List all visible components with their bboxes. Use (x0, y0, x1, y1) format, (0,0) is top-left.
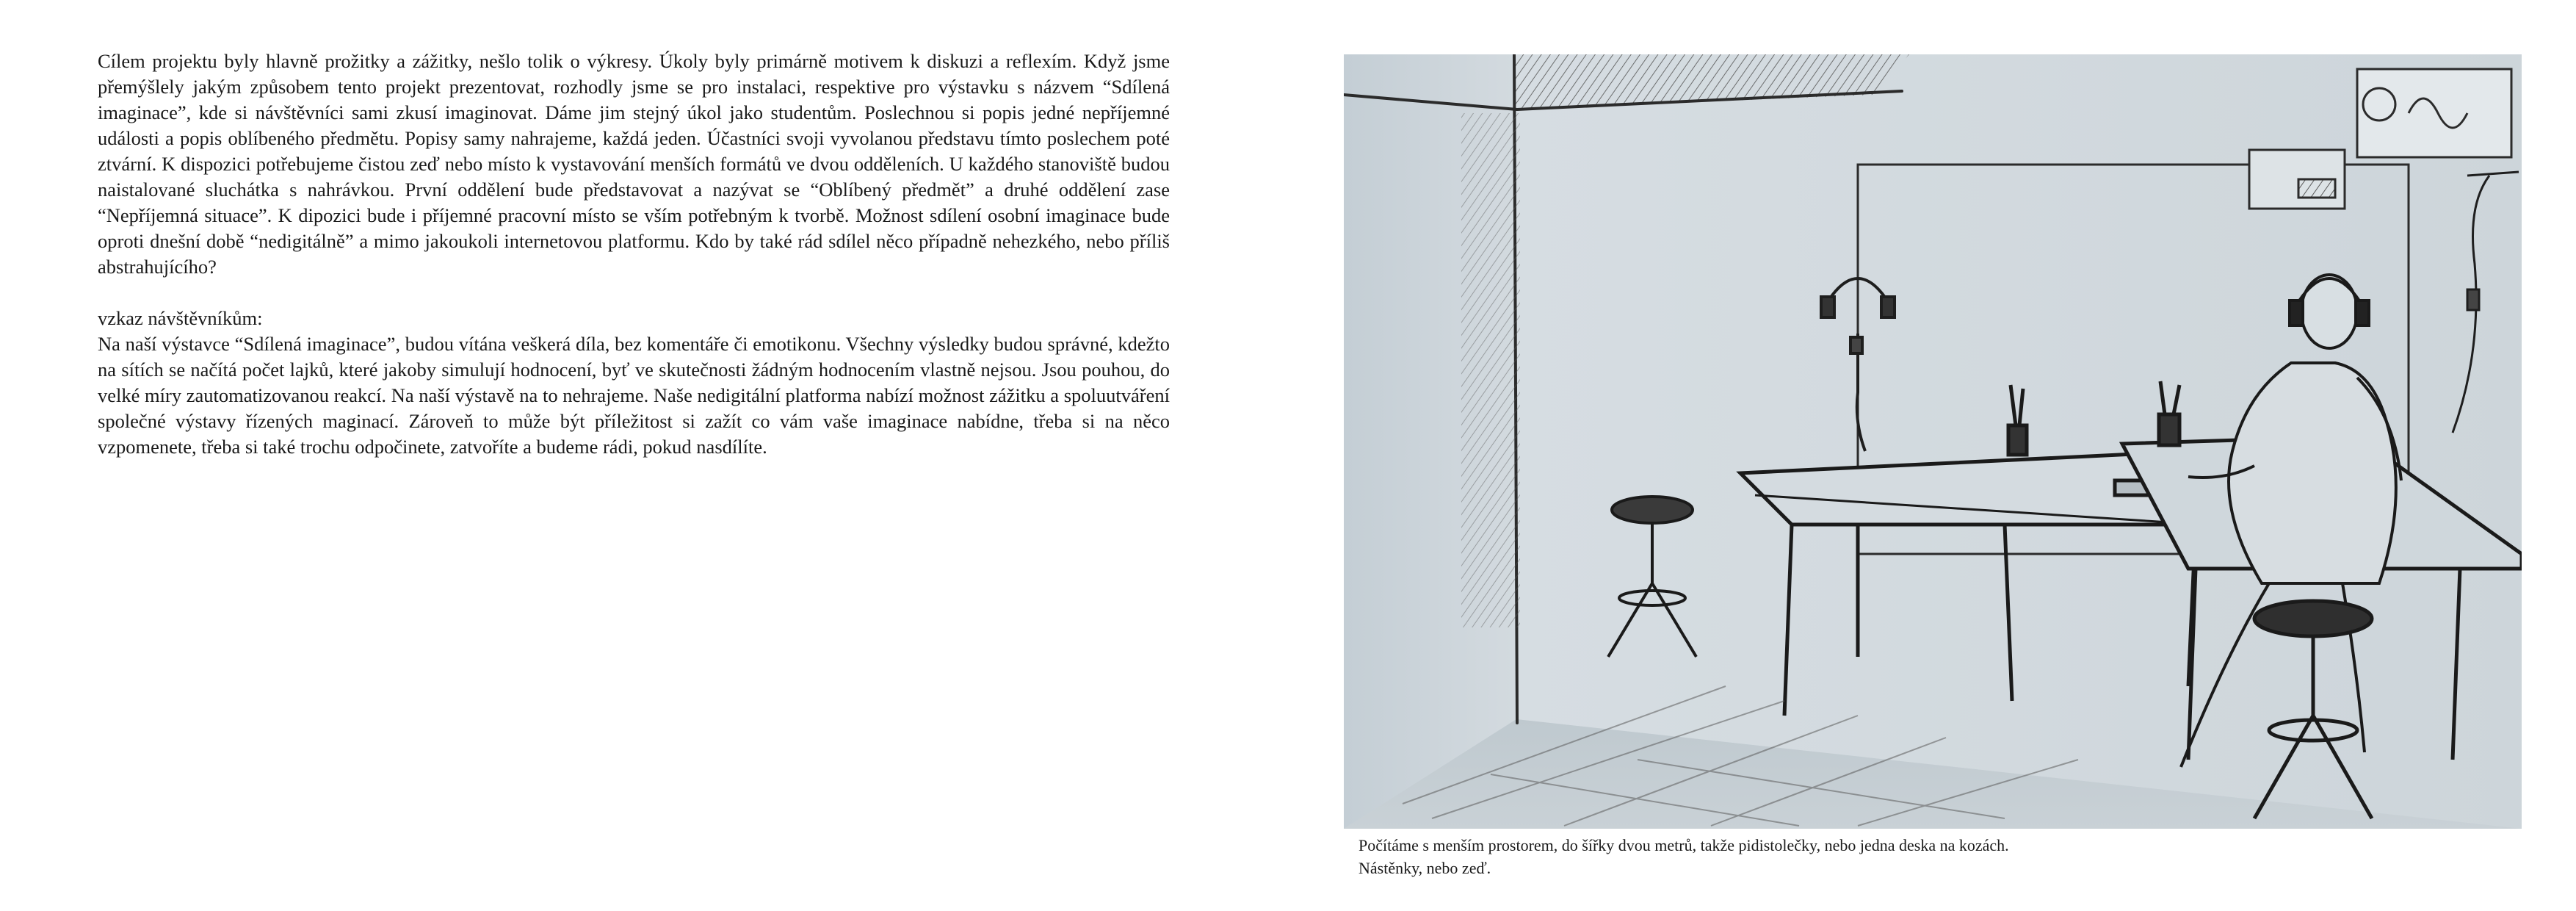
body-text-column (98, 48, 1170, 460)
pencil-sketch-room-icon (1344, 54, 2522, 829)
sketch-drawing (1344, 54, 2522, 829)
wall-picture-frame (2357, 69, 2511, 157)
figure-caption (1358, 834, 2504, 879)
corner-shading (1461, 113, 1520, 627)
intro-paragraph: Cílem projektu byly hlavně prožitky a zážitky, nešlo tolik o výkresy. Úkoly byly primárně motivem k diskuzi a reflexím. Když jsme přemýšlely jakým způsobem tento projekt prezentovat, rozhodly jsme se pro instalaci, respektive pro výstavku s názvem “Sdílená imaginace”, kde si návštěvníci sami zkusí imaginovat. Dáme jim stejný úkol jako studentům. Poslechnou si popis jedné nepříjemné události a popis oblíbeného předmětu. Popisy samy nahrajeme, každá jeden. Účastníci svoji vyvolanou představu tímto poslechem poté ztvární. K dispozici potřebujeme čistou zeď nebo místo k vystavování menších formátů ve dvou odděleních. U každého stanoviště budou naistalované sluchátka s nahrávkou. První oddělení bude představovat a nazývat se “Oblíbený předmět” a druhé oddělení zase “Nepříjemná situace”. K dipozici bude i příjemné pracovní místo se vším potřebným k tvorbě. Možnost sdílení osobní imaginace bude oproti dnešní době “nedigitálně” a mimo jakoukoli internetovou platformu. Kdo by také rád sdílel něco případně nehezkého, nebo příliš abstrahujícího? (98, 50, 1170, 278)
caption-line-1: Počítáme s menším prostorem, do šířky dvou metrů, takže pidistolečky, nebo jedna deska na kozách. (1358, 836, 2009, 854)
visitors-message-heading: vzkaz návštěvníkům: (98, 307, 263, 329)
visitors-message-paragraph: Na naší výstavce “Sdílená imaginace”, budou vítána veškerá díla, bez komentáře či emotikonu. Všechny výsledky budou správné, kdežto na sítích se načítá počet lajků, které jakoby simulují hodnocení, byť ve skutečnosti žádným hodnocením vlastně nejsou. Jsou pouhou, do velké míry zautomatizovanou reakcí. Na naší výstavě na to nehrajeme. Naše nedigitální platforma nabízí možnost zážitku a spoluutváření společné výstavy řízených maginací. Zároveň to může být příležitost si zažít co vám vaše imaginace nabídne, třeba si na něco vzpomenete, třeba si také trochu odpočinete, zatvoříte a budeme rádi, pokud nasdílíte. (98, 333, 1170, 458)
paragraph-spacer (98, 280, 1170, 306)
caption-line-2: Nástěnky, nebo zeď. (1358, 859, 1491, 877)
